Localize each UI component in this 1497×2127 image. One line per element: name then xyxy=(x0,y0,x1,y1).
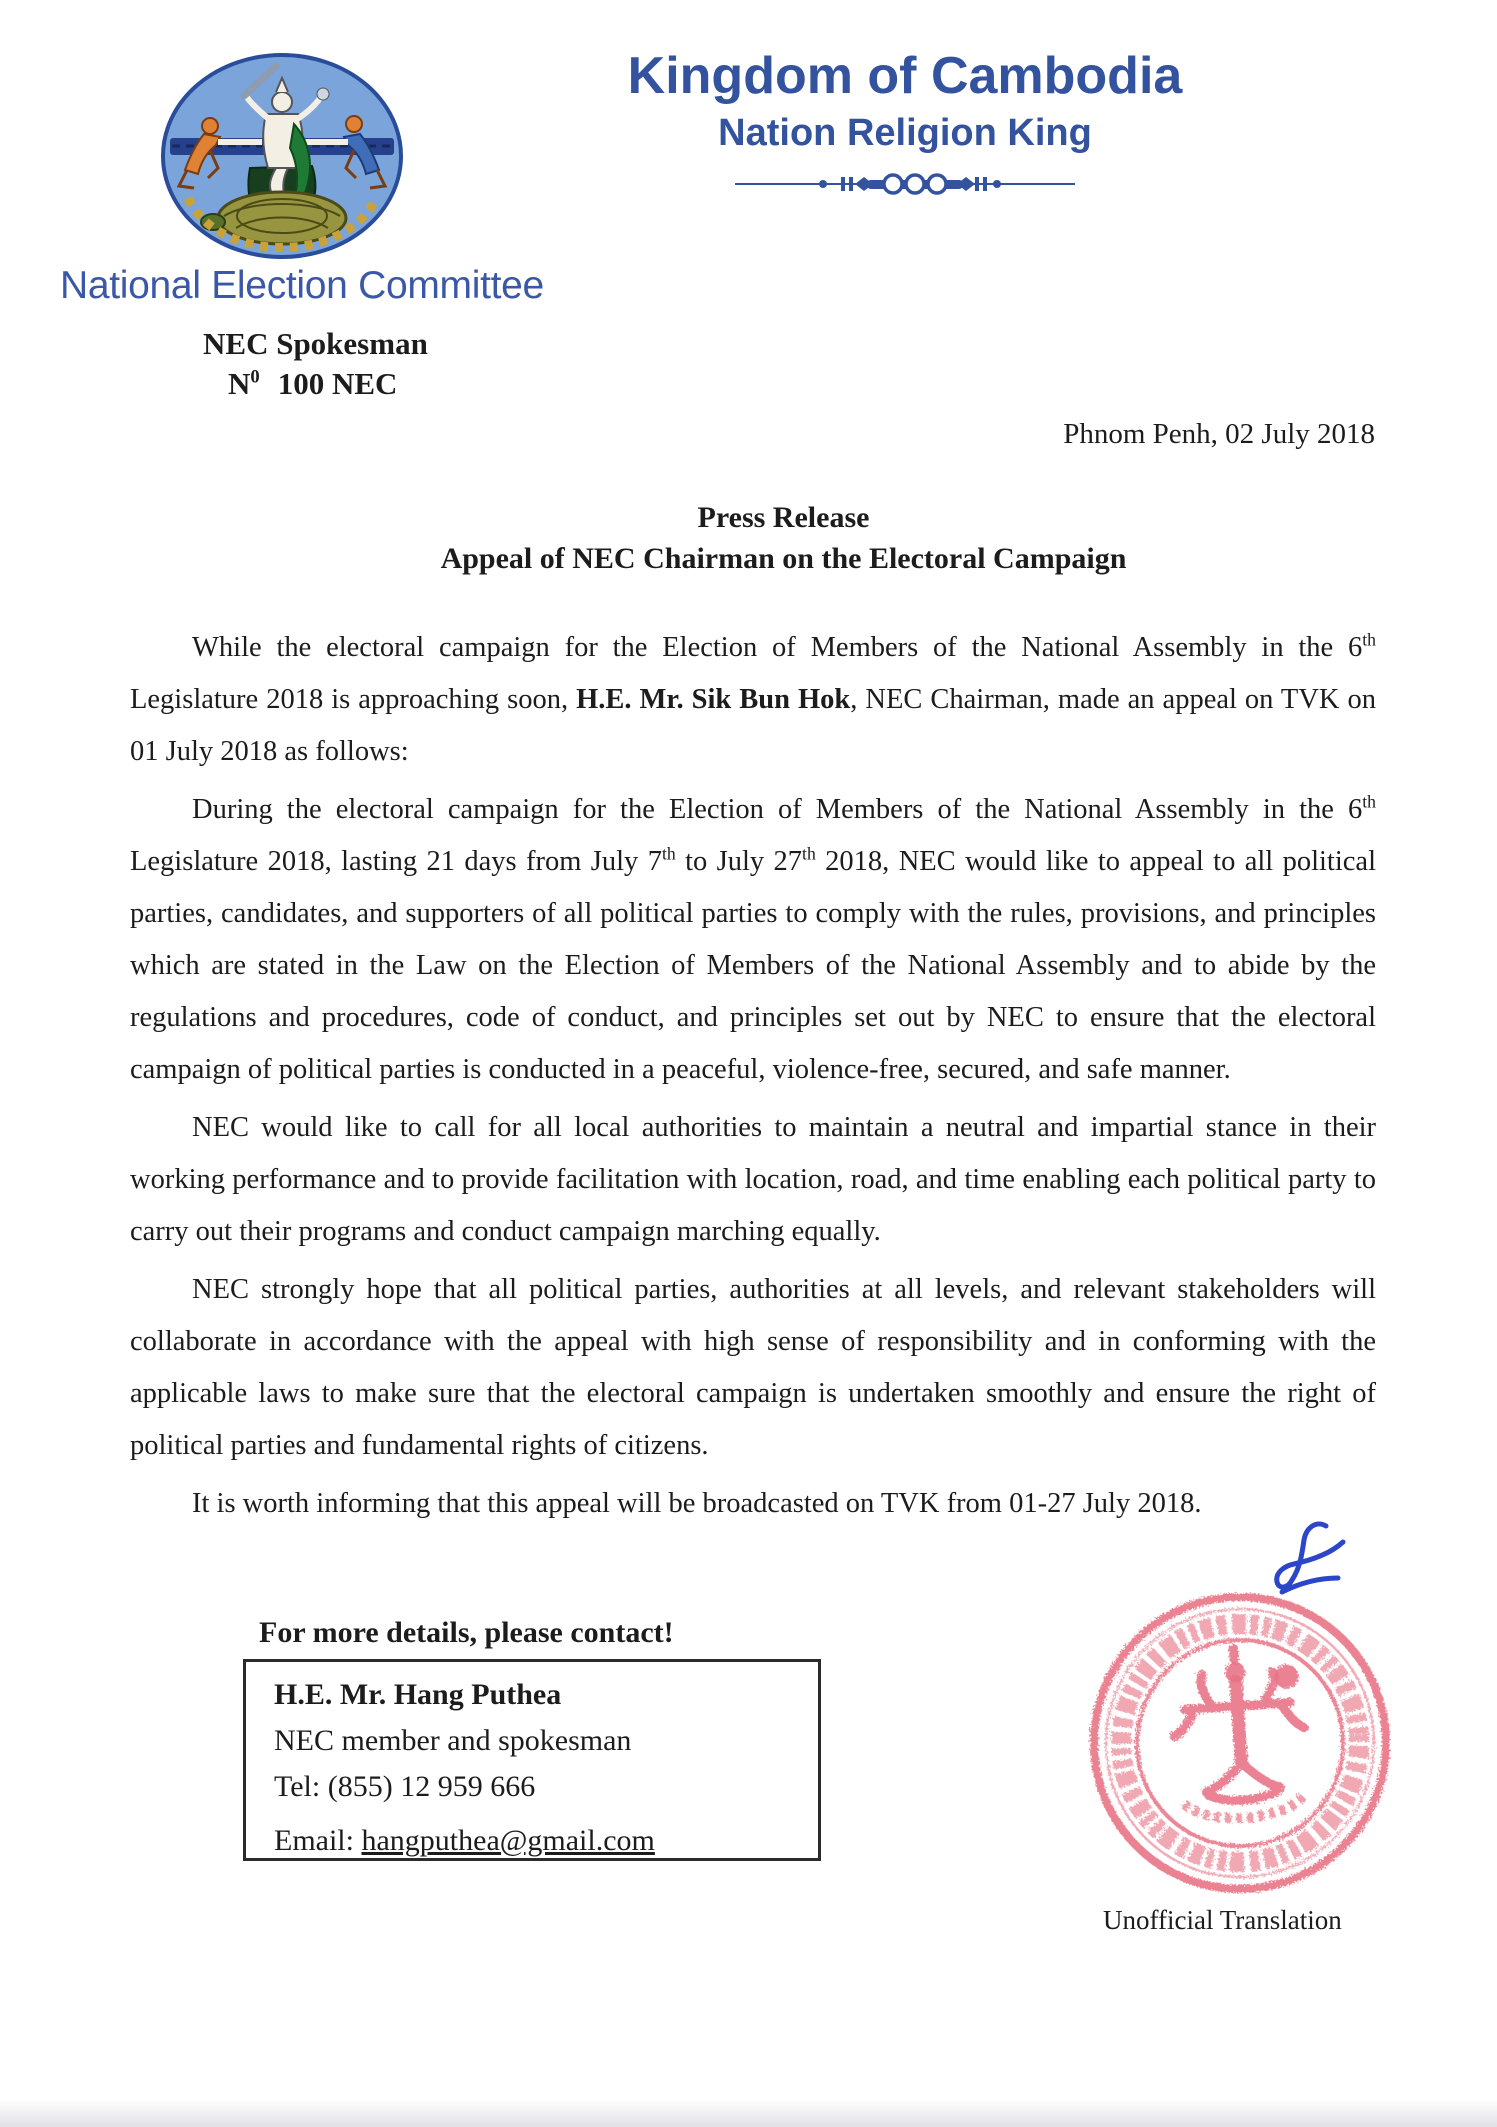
email-address: hangputhea@gmail.com xyxy=(361,1824,655,1857)
text-run: th xyxy=(1362,629,1376,650)
ornament-divider xyxy=(545,172,1265,201)
body-paragraph-3: NEC would like to call for all local authorities to maintain a neutral and impartial stance in their working performance and to provide facilitation with location, road, and time enabling each political party to carry out their programs and conduct campaign marching equally. xyxy=(130,1112,1376,1247)
text-run: 2018, NEC would like to appeal to all political parties, candidates, and supporters of all political parties to comply with the rules, provisions, and principles which are stated in the Law on the Election of Members of the National Assembly and to abide by the regulations and procedures, code of conduct, and principles set out by NEC to ensure that the electoral campaign of political parties is conducted in a peaceful, violence-free, secured, and safe manner. xyxy=(130,846,1376,1085)
kingdom-title: Kingdom of Cambodia xyxy=(627,47,1183,105)
text-run: 0 xyxy=(250,366,260,388)
contact-email-line xyxy=(274,1818,808,1861)
email-label: Email: xyxy=(274,1824,362,1857)
chairman-name: H.E. Mr. Sik Bun Hok xyxy=(576,684,851,715)
text-run: th xyxy=(802,843,816,864)
text-run: Legislature 2018 is approaching soon, xyxy=(130,684,577,715)
text-run: , NEC Chairman, made an appeal on TVK on 01 July 2018 as follows: xyxy=(130,684,1377,767)
contact-role: NEC member and spokesman xyxy=(274,1724,632,1757)
nec-emblem xyxy=(158,50,408,265)
body-paragraph-4: NEC strongly hope that all political parties, authorities at all levels, and relevant stakeholders will collaborate in accordance with the appeal with high sense of responsibility and in conforming with the applicable laws to make sure that the electoral campaign is undertaken smoothly and ensure the right of political parties and fundamental rights of citizens. xyxy=(130,1274,1376,1461)
text-run: 100 NEC xyxy=(277,366,398,401)
contact-heading: For more details, please contact! xyxy=(259,1616,674,1649)
text-run: th xyxy=(661,843,676,864)
body-paragraph-1 xyxy=(130,622,1376,778)
body-paragraph-2 xyxy=(130,784,1376,1096)
unofficial-translation-caption: Unofficial Translation xyxy=(1103,1905,1342,1935)
text-run: th xyxy=(1362,791,1376,812)
reference-number xyxy=(228,366,397,402)
nec-round-stamp xyxy=(1085,1588,1395,1898)
document-header xyxy=(545,48,1265,201)
text-run: While the electoral campaign for the Election of Members of the National Assembly in the 6 xyxy=(192,632,1363,663)
text-run: During the electoral campaign for the Election of Members of the National Assembly in the 6 xyxy=(192,794,1363,825)
body-paragraph-5: It is worth informing that this appeal will be broadcasted on TVK from 01-27 July 2018. xyxy=(192,1488,1202,1519)
contact-name: H.E. Mr. Hang Puthea xyxy=(274,1678,562,1711)
committee-name: National Election Committee xyxy=(60,264,544,307)
text-run: N xyxy=(228,366,251,401)
contact-phone: Tel: (855) 12 959 666 xyxy=(274,1770,536,1803)
text-run: to July 27 xyxy=(675,846,803,877)
text-run: Legislature 2018, lasting 21 days from July 7 xyxy=(130,846,662,877)
contact-box xyxy=(243,1659,821,1861)
spokesman-label: NEC Spokesman xyxy=(203,326,428,361)
body-text xyxy=(130,622,1376,1536)
document-title xyxy=(140,498,1427,579)
press-release-title: Press Release xyxy=(697,501,870,534)
press-release-subtitle: Appeal of NEC Chairman on the Electoral Campaign xyxy=(440,541,1127,575)
motto-line: Nation Religion King xyxy=(718,112,1092,155)
dateline: Phnom Penh, 02 July 2018 xyxy=(1063,418,1375,450)
scan-artifact-edge xyxy=(0,2099,1497,2127)
